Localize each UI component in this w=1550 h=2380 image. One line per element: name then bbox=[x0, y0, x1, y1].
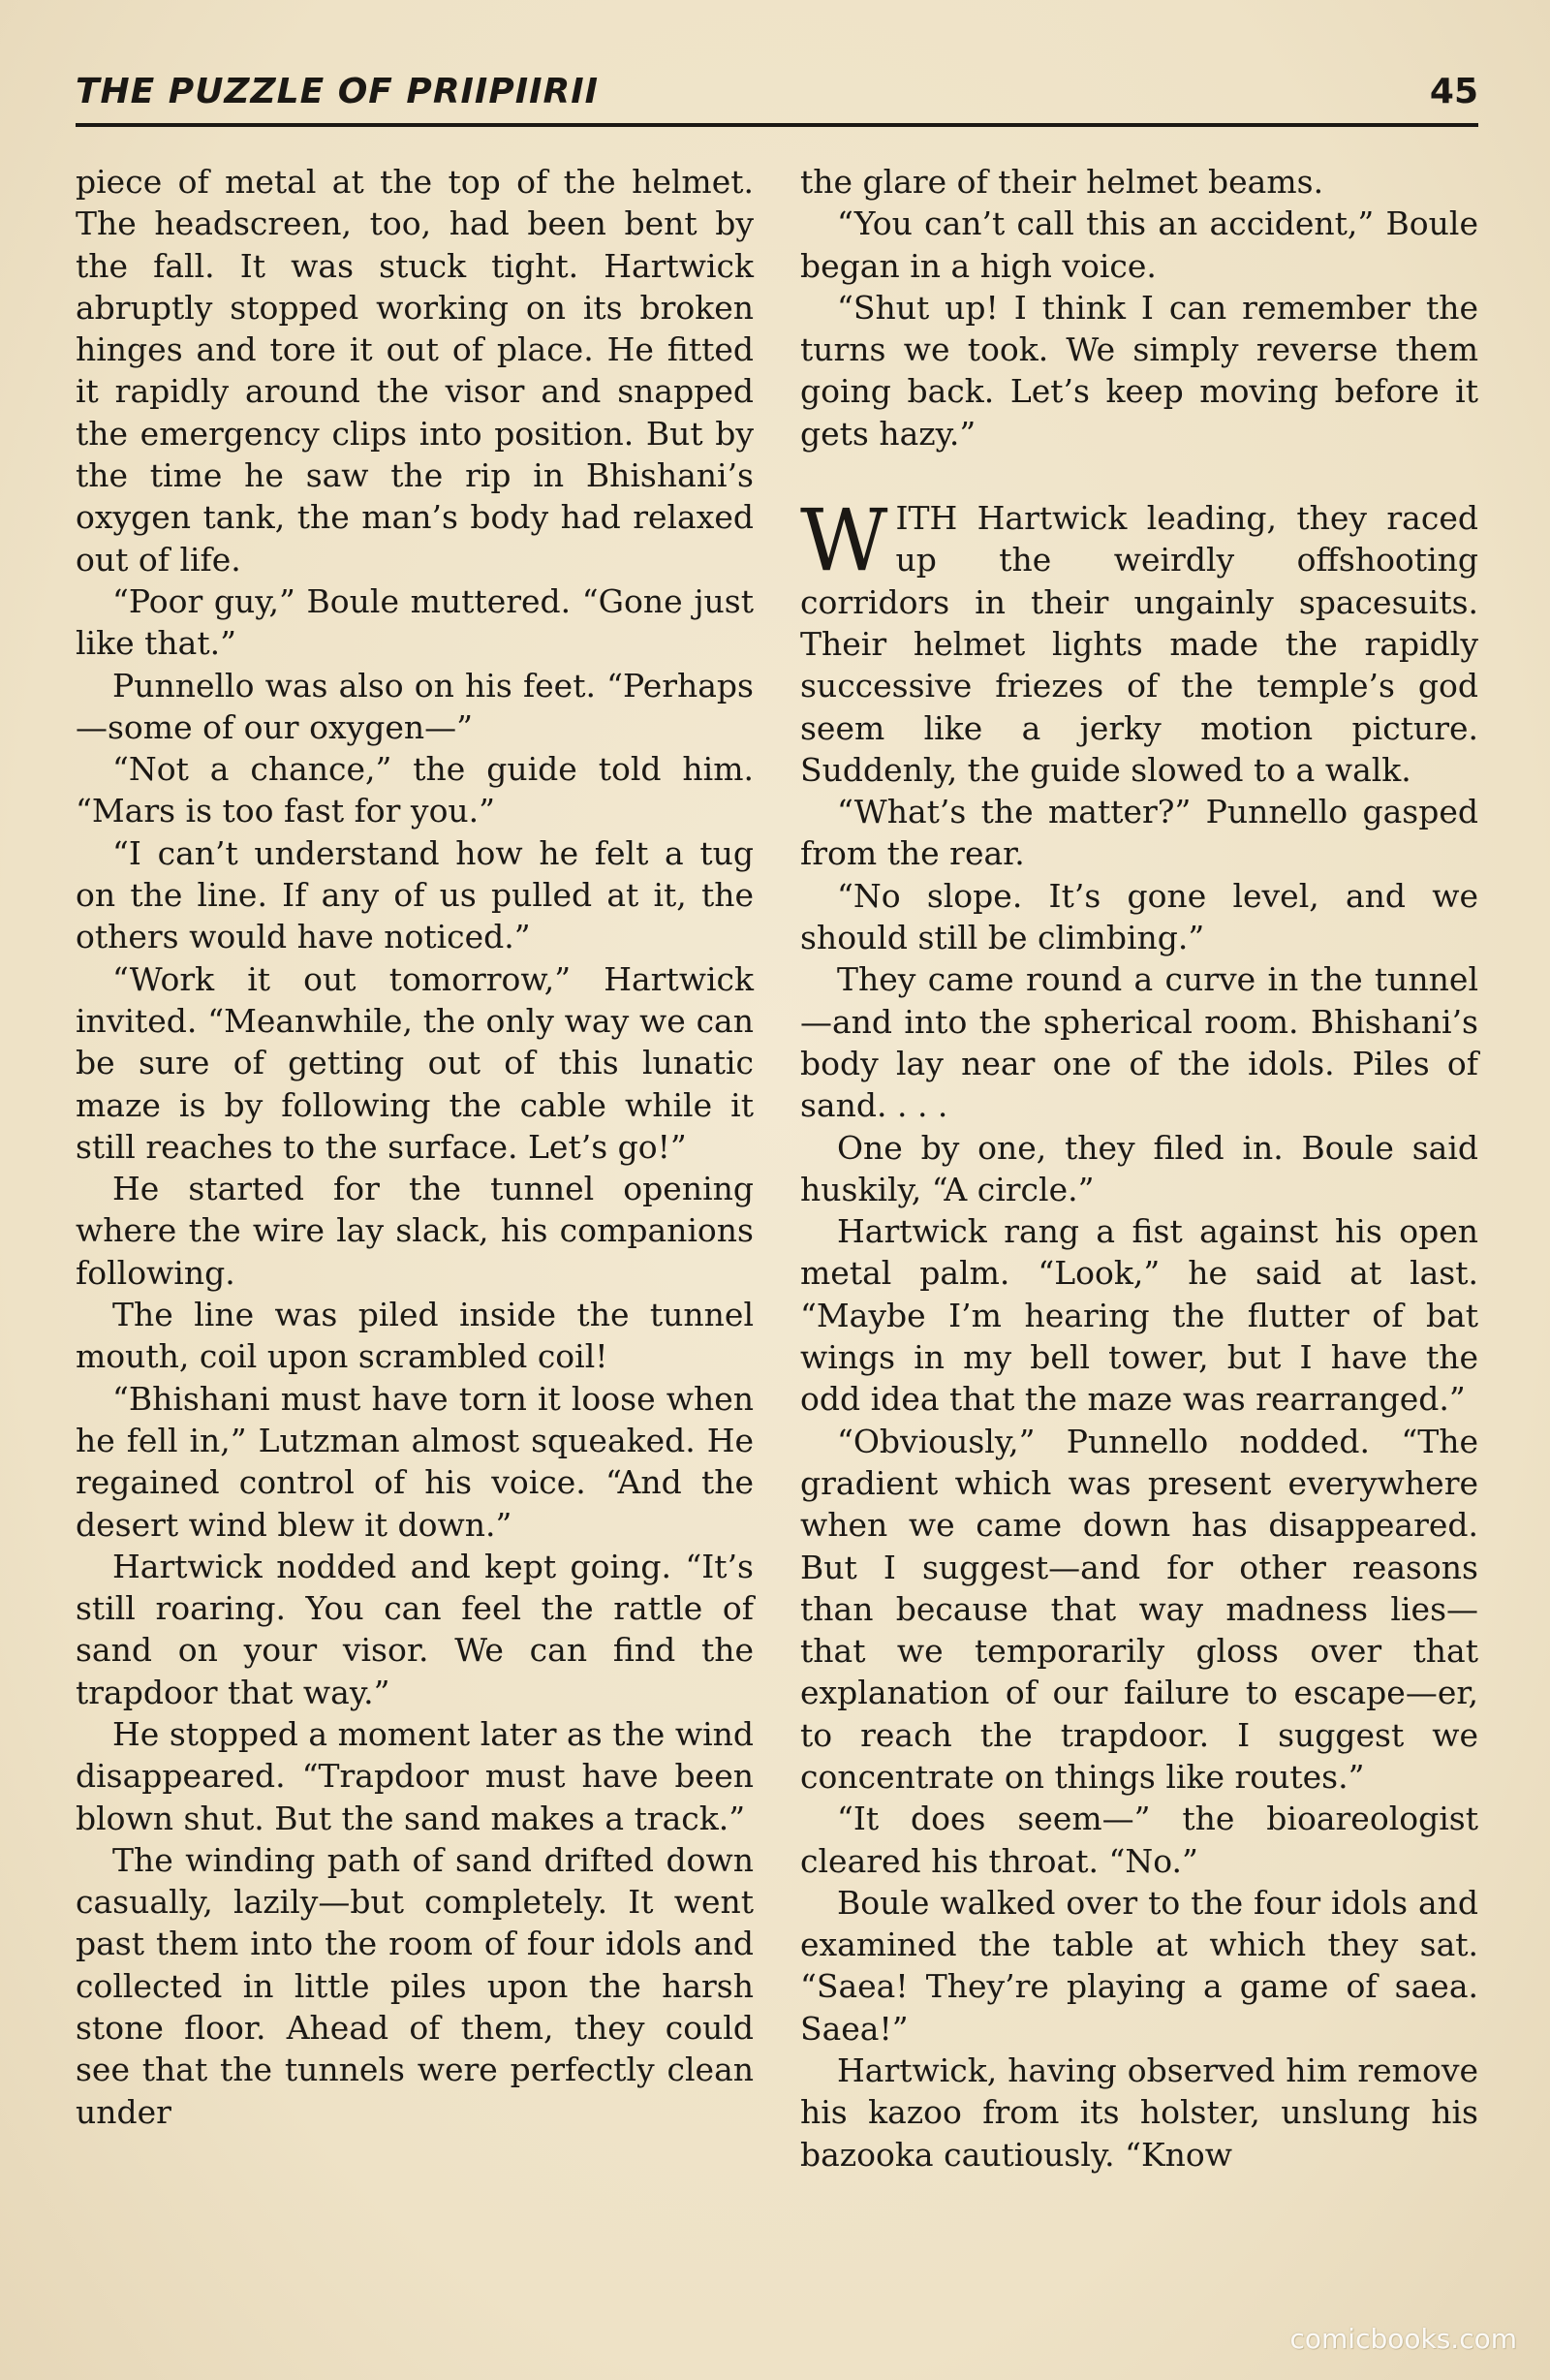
right-column bbox=[800, 161, 1478, 2176]
paragraph: The winding path of sand drifted down casually, lazily—but completely. It went past them into the room of four idols and collected in little piles upon the harsh stone floor. Ahead of them, they could see that the tunnels were perfectly clean under bbox=[76, 1840, 754, 2131]
header-rule bbox=[76, 123, 1478, 127]
paragraph: “Shut up! I think I can remember the turns we took. We simply reverse them going back. Let’s keep moving before it gets hazy.” bbox=[800, 288, 1478, 453]
running-title: THE PUZZLE OF PRIIPIIRII bbox=[76, 72, 600, 111]
paragraph: “I can’t understand how he felt a tug on the line. If any of us pulled at it, the others would have noticed.” bbox=[76, 833, 754, 956]
left-column bbox=[76, 161, 754, 2133]
paragraph: “Poor guy,” Boule muttered. “Gone just like that.” bbox=[76, 581, 754, 663]
paragraph: The line was piled inside the tunnel mouth, coil upon scrambled coil! bbox=[76, 1296, 754, 1376]
paragraph: “Bhishani must have torn it loose when he fell in,” Lutzman almost squeaked. He regained control of his voice. “And the desert wind blew it down.” bbox=[76, 1379, 754, 1544]
paragraph: One by one, they filed in. Boule said huskily, “A circle.” bbox=[800, 1128, 1478, 1208]
section-opening-text: ITH Hartwick leading, they raced up the weirdly offshooting corridors in their ungainly spacesuits. Their helmet lights made the rapidly successive friezes of the temple’s god seem like a jerky motion picture. Suddenly, the guide slowed to a walk. bbox=[800, 499, 1478, 789]
paragraph: He stopped a moment later as the wind disappeared. “Trapdoor must have been blown shut. But the sand makes a track.” bbox=[76, 1714, 754, 1837]
paragraph: “Not a chance,” the guide told him. “Mars is too fast for you.” bbox=[76, 750, 754, 830]
drop-cap: W bbox=[800, 490, 888, 591]
section-opening-paragraph bbox=[800, 490, 1478, 791]
paragraph: “It does seem—” the bioareologist cleared his throat. “No.” bbox=[800, 1800, 1478, 1880]
paragraph: Punnello was also on his feet. “Perhaps—some of our oxygen—” bbox=[76, 666, 754, 746]
paragraph: Hartwick, having observed him remove his kazoo from its holster, unslung his bazooka cautiously. “Know bbox=[800, 2051, 1478, 2174]
paragraph: “You can’t call this an accident,” Boule began in a high voice. bbox=[800, 204, 1478, 285]
paragraph: “No slope. It’s gone level, and we should still be climbing.” bbox=[800, 876, 1478, 957]
page-header bbox=[76, 68, 1478, 122]
paragraph: Hartwick nodded and kept going. “It’s still roaring. You can feel the rattle of sand on your visor. We can find the trapdoor that way.” bbox=[76, 1547, 754, 1711]
paragraph: He started for the tunnel opening where the wire lay slack, his companions following. bbox=[76, 1170, 754, 1292]
paragraph: “What’s the matter?” Punnello gasped from the rear. bbox=[800, 793, 1478, 873]
paragraph: “Work it out tomorrow,” Hartwick invited. “Meanwhile, the only way we can be sure of getting out of this lunatic maze is by following the cable while it still reaches to the surface. Let’s go!” bbox=[76, 959, 754, 1166]
paragraph: They came round a curve in the tunnel—and into the spherical room. Bhishani’s body lay near one of the idols. Piles of sand. . . . bbox=[800, 960, 1478, 1125]
paragraph: “Obviously,” Punnello nodded. “The gradient which was present everywhere when we came down has disappeared. But I suggest—and for other reasons than because that way madness lies—that we temporarily gloss over that explanation of our failure to escape—er, to reach the trapdoor. I suggest we concentrate on things like routes.” bbox=[800, 1422, 1478, 1796]
paragraph: the glare of their helmet beams. bbox=[800, 163, 1324, 201]
site-watermark: comicbooks.com bbox=[1289, 2323, 1517, 2355]
paragraph: piece of metal at the top of the helmet. The headscreen, too, had been bent by the fall. It was stuck tight. Hartwick abruptly stopped working on its broken hinges and tore it out of place. He fitted it rapidly around the visor and snapped the emergency clips into position. But by the time he saw the rip in Bhishani’s oxygen tank, the man’s body had relaxed out of life. bbox=[76, 163, 754, 579]
paragraph: Boule walked over to the four idols and examined the table at which they sat. “Saea! They’re playing a game of saea. Saea!” bbox=[800, 1883, 1478, 2048]
page-number: 45 bbox=[1429, 72, 1478, 111]
paragraph: Hartwick rang a fist against his open metal palm. “Look,” he said at last. “Maybe I’m hearing the flutter of bat wings in my bell tower, but I have the odd idea that the maze was rearranged.” bbox=[800, 1212, 1478, 1419]
